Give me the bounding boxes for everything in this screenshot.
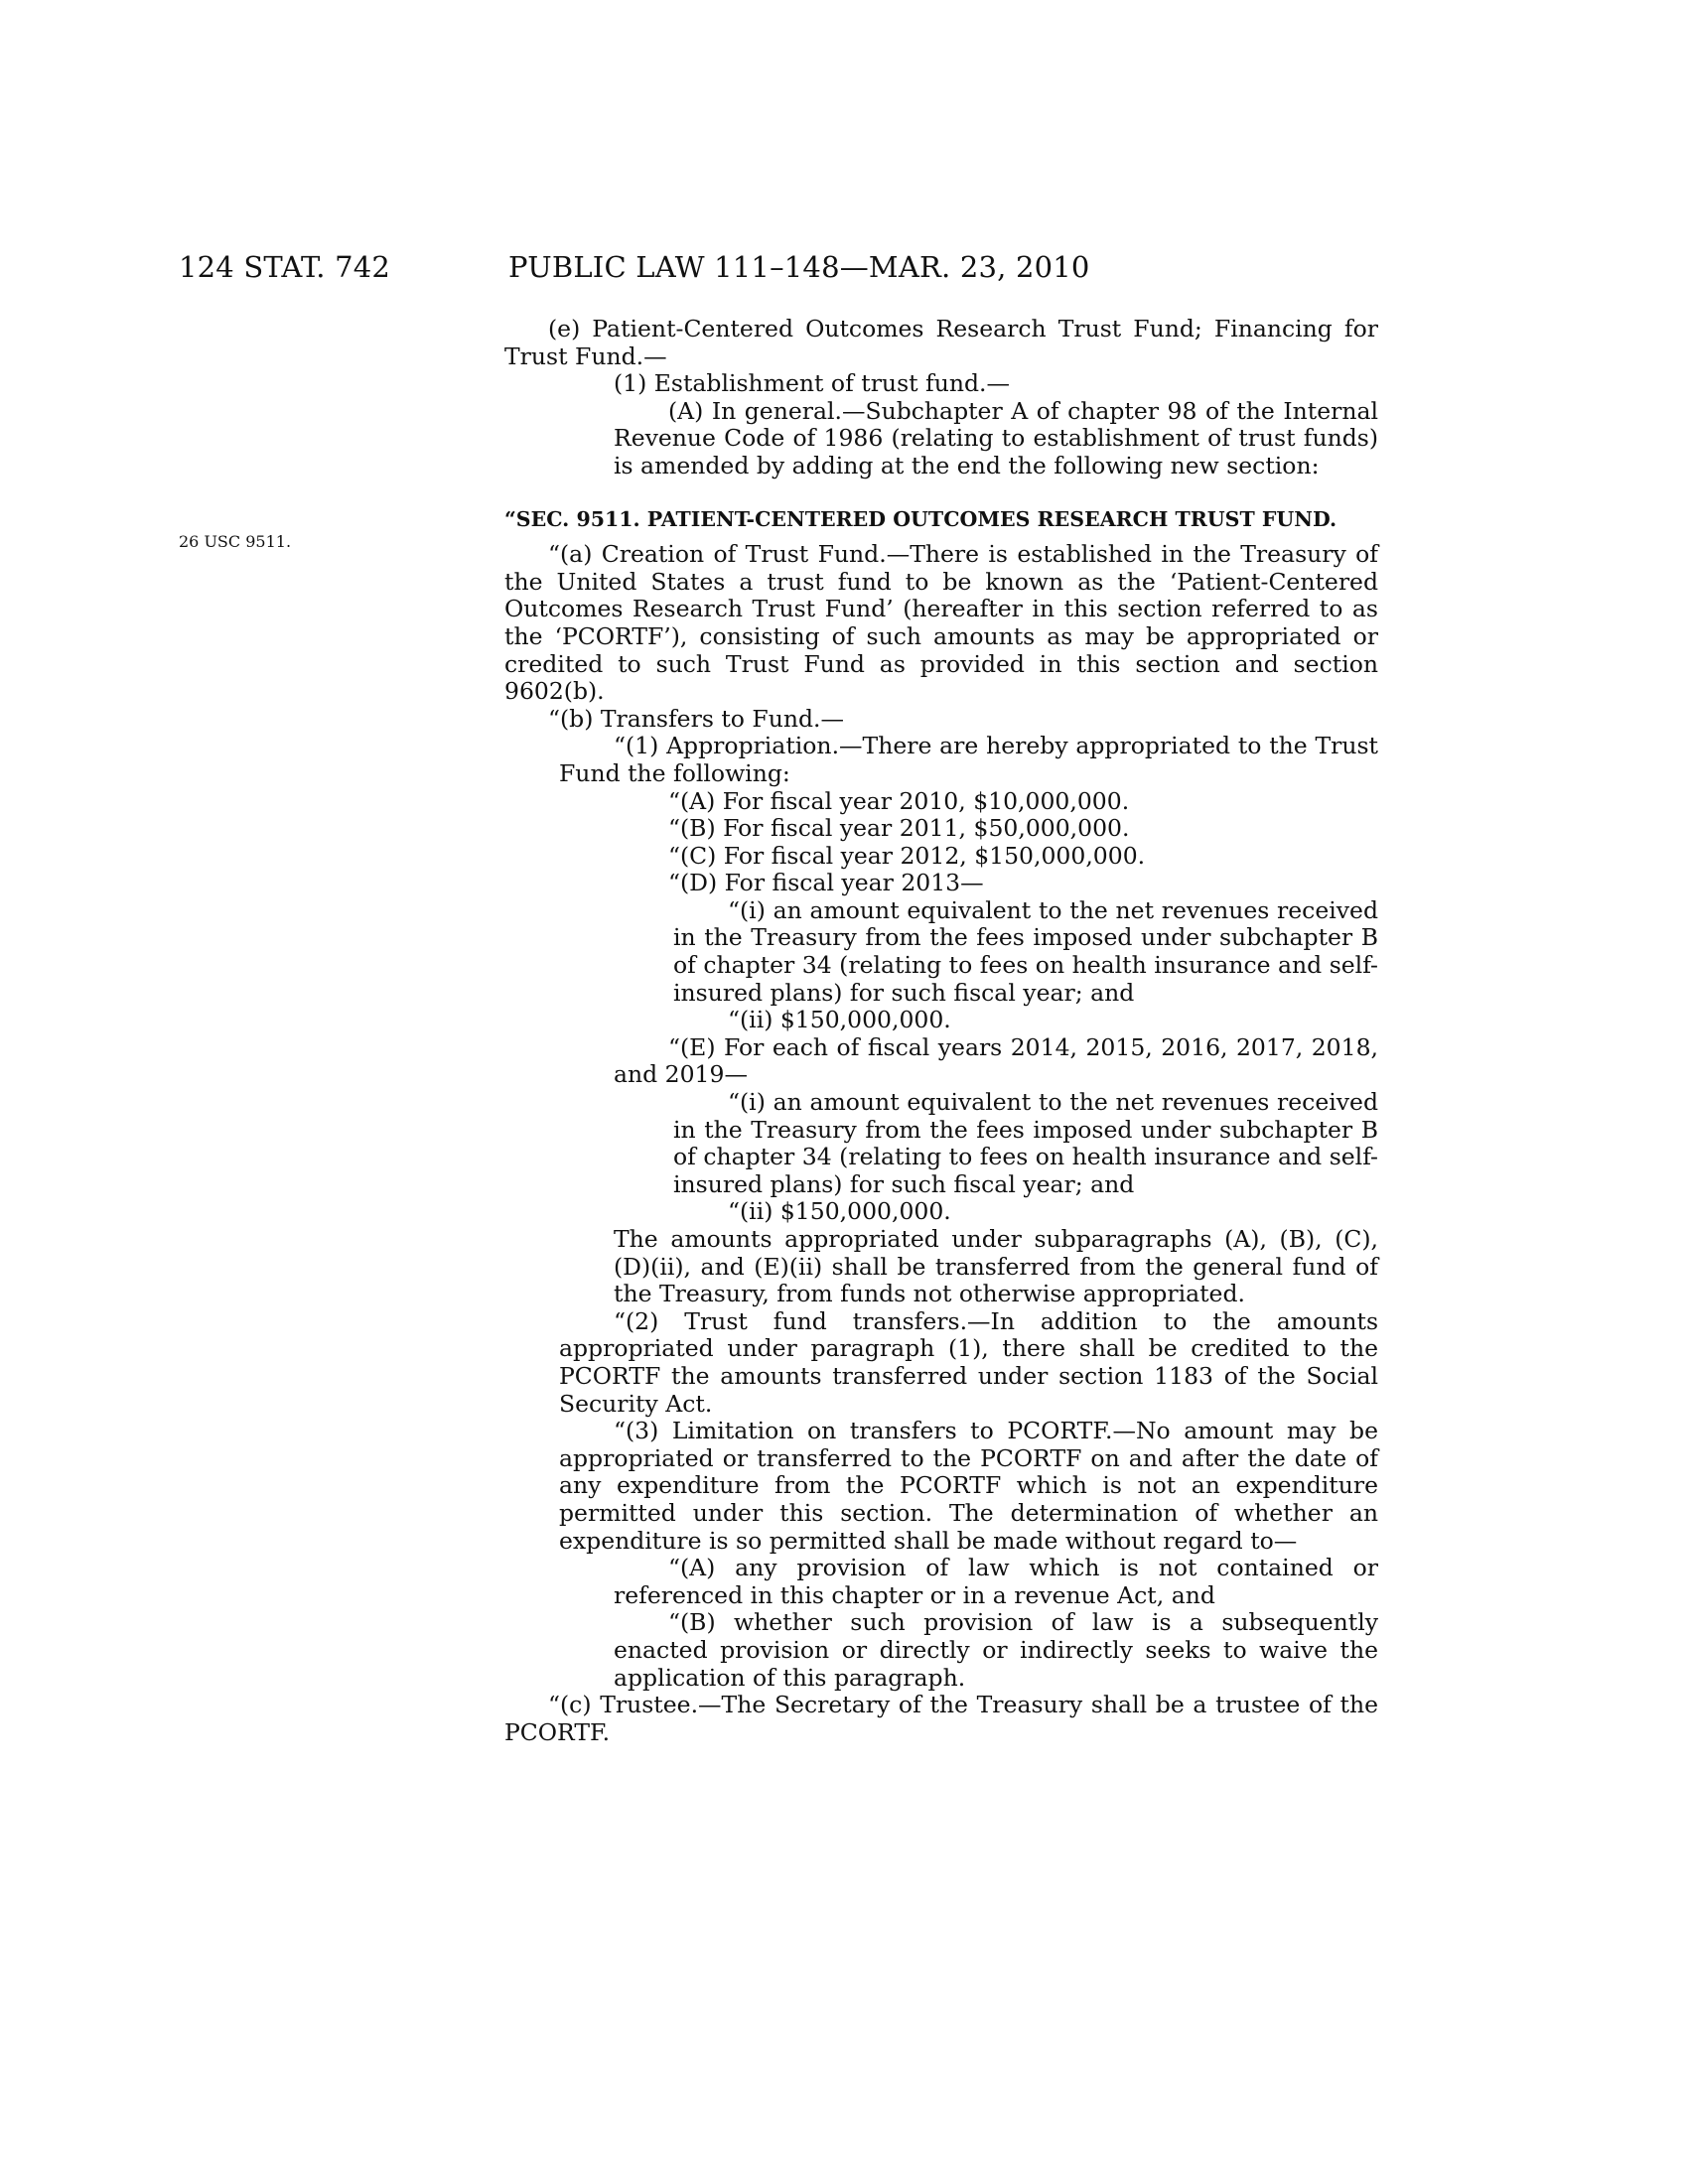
- clause-b1E-i: “(i) an amount equivalent to the net revenues received in the Treasury from the fees imposed under subchapter B of chapter 34 (relating to fees on health insurance and self-insured plans) for such fiscal year; and: [673, 1088, 1378, 1198]
- clause-b3A: “(A) any provision of law which is not contained or referenced in this chapter or in a revenue Act, and: [614, 1554, 1378, 1609]
- paragraph-b1-flush-text: The amounts appropriated under subparagraphs (A), (B), (C), (D)(ii), and (E)(ii) shall be transferred from the general fund of the Treasury, from funds not otherwise appropriated.: [614, 1225, 1378, 1308]
- paragraph-b3-limitation: “(3) Limitation on transfers to PCORTF.—No amount may be appropriated or transferred to the PCORTF on and after the date of any expenditure from the PCORTF which is not an expenditure permitted under this section. The determination of whether an expenditure is so permitted shall be made without regard to—: [559, 1417, 1378, 1555]
- clause-b1D-i: “(i) an amount equivalent to the net revenues received in the Treasury from the fees imposed under subchapter B of chapter 34 (relating to fees on health insurance and self-insured plans) for such fiscal year; and: [673, 895, 1378, 1007]
- subsection-e-heading: (e) Patient-Centered Outcomes Research Trust Fund; Financing for Trust Fund.—: [504, 315, 1378, 370]
- clause-b1C: “(C) For fiscal year 2012, $150,000,000.: [668, 841, 1146, 870]
- clause-b3B: “(B) whether such provision of law is a subsequently enacted provision or directly or indirectly seeks to waive the application of this paragraph.: [614, 1608, 1378, 1692]
- clause-b1D: “(D) For fiscal year 2013—: [668, 869, 984, 897]
- clause-b1D-ii: “(ii) $150,000,000.: [728, 1006, 951, 1034]
- paragraph-b1-appropriation: “(1) Appropriation.—There are hereby appropriated to the Trust Fund the following:: [559, 732, 1378, 787]
- clause-b1E: “(E) For each of fiscal years 2014, 2015, 2016, 2017, 2018, and 2019—: [614, 1032, 1378, 1089]
- page-running-header: PUBLIC LAW 111–148—MAR. 23, 2010: [508, 250, 1090, 284]
- page-stat-citation: 124 STAT. 742: [179, 250, 391, 284]
- paragraph-1-heading: (1) Establishment of trust fund.—: [614, 369, 1011, 398]
- usc-margin-note: 26 USC 9511.: [179, 532, 292, 551]
- section-9511-title: “SEC. 9511. PATIENT-CENTERED OUTCOMES RESEARCH TRUST FUND.: [504, 506, 1337, 531]
- subsection-b-heading: “(b) Transfers to Fund.—: [548, 704, 844, 733]
- clause-b1E-ii: “(ii) $150,000,000.: [728, 1197, 951, 1226]
- subparagraph-a-in-general: (A) In general.—Subchapter A of chapter 98 of the Internal Revenue Code of 1986 (relating to establishment of trust funds) is amended by adding at the end the following new section:: [614, 396, 1378, 479]
- clause-b1B: “(B) For fiscal year 2011, $50,000,000.: [668, 814, 1130, 843]
- subsection-c-trustee: “(c) Trustee.—The Secretary of the Treasury shall be a trustee of the PCORTF.: [504, 1691, 1378, 1746]
- subsection-a-creation: “(a) Creation of Trust Fund.—There is established in the Treasury of the United States a trust fund to be known as the ‘Patient-Centered Outcomes Research Trust Fund’ (hereafter in this section referred to as the ‘PCORTF’), consisting of such amounts as may be appropriated or credited to such Trust Fund as provided in this section and section 9602(b).: [504, 540, 1378, 706]
- clause-b1A: “(A) For fiscal year 2010, $10,000,000.: [668, 786, 1130, 815]
- paragraph-b2-trust-fund-transfers: “(2) Trust fund transfers.—In addition to the amounts appropriated under paragraph (1), there shall be credited to the PCORTF the amounts transferred under section 1183 of the Social Security Act.: [559, 1306, 1378, 1418]
- statute-body: [504, 316, 1378, 1746]
